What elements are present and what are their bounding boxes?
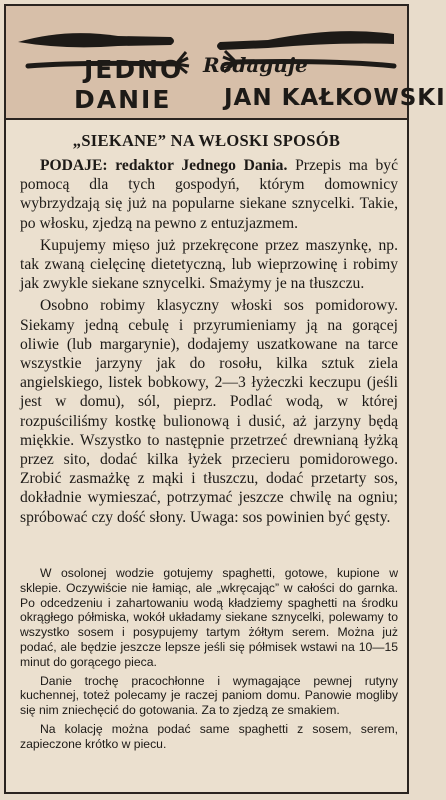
body-paragraph: Osobno robimy klasyczny włoski sos pomidorowy. Siekamy jedną cebulę i przyrumieniamy ją na gorącej oliwie (lub margarynie), dodajemy uszatkowane na tarce wszystkie jarzyny jak do rosołu, kilka sztuk ziela angielskiego, listek bobkowy, 2—3 łyżeczki keczupu (jeśli jest w domu), sól, pieprz. Podlać wodą, w której rozpuściliśmy kostkę bulionową i dusić, aż jarzyny będą miękkie. Wszystko to następnie przetrzeć drewnianą łyżką przez sito, dodać kilka łyżek przecieru pomidorowego. Zrobić zasmażkę z mąki i tłuszczu, dodać przetarty sos, dokładnie wymieszać, potrzymać jeszcze chwilę na ogniu; spróbować czy dość słony. Uwaga: sos powinien być gęsty. — [20, 297, 398, 526]
column-title-line1: JEDNO — [84, 55, 184, 84]
small-paragraph: Na kolację można podać same spaghetti z sosem, serem, zapieczone krótko w piecu. — [20, 721, 398, 751]
knife-icon — [18, 33, 118, 47]
small-paragraph: Danie trochę pracochłonne i wymagające pewnej rutyny kuchennej, toteż polecamy je raczej paniom domu. Panowie mogliby się nim zniechęcić do gotowania. Za to zjedzą ze smakiem. — [20, 673, 398, 718]
lead-text: Przepis ma być pomocą dla tych gospodyń, którym domownicy wybrzydzają się już na popularne siekane sznycelki. Takie, po włosku, zjedzą na pewno z entuzjazmem. — [20, 157, 399, 232]
lead-paragraph — [20, 156, 398, 233]
editor-label: Redaguje — [203, 53, 308, 77]
article-body-small — [20, 566, 398, 756]
lead-label: PODAJE: redaktor Jednego Dania. — [40, 157, 288, 174]
column-header — [6, 6, 446, 120]
body-paragraph: Kupujemy mięso już przekręcone przez maszynkę, np. tak zwaną cielęcinę dietetyczną, lub wieprzowinę i robimy jak zwykle siekane sznycelki. Smażymy je na tłuszczu. — [20, 236, 398, 293]
editor-name: JAN KAŁKOWSKI — [224, 85, 446, 111]
article-title: „SIEKANE” NA WŁOSKI SPOSÓB — [72, 131, 341, 150]
article-body — [20, 156, 398, 530]
newspaper-clipping — [4, 4, 446, 794]
column-title-line2: DANIE — [74, 85, 172, 114]
small-paragraph: W osolonej wodzie gotujemy spaghetti, gotowe, kupione w sklepie. Oczywiście nie łamiąc, ale „wkręcając” w całości do garnka. Po odcedzeniu i zahartowaniu wodą kładziemy spaghetti na środku okrągłego półmiska, wokół układamy siekane sznycelki, polewamy to wszystko sosem i posypujemy tartym żółtym serem. Można już podać, ale będzie jeszcze lepsze jeśli się półmisek wstawi na 10—15 minut do gorącego pieca. — [20, 566, 398, 669]
